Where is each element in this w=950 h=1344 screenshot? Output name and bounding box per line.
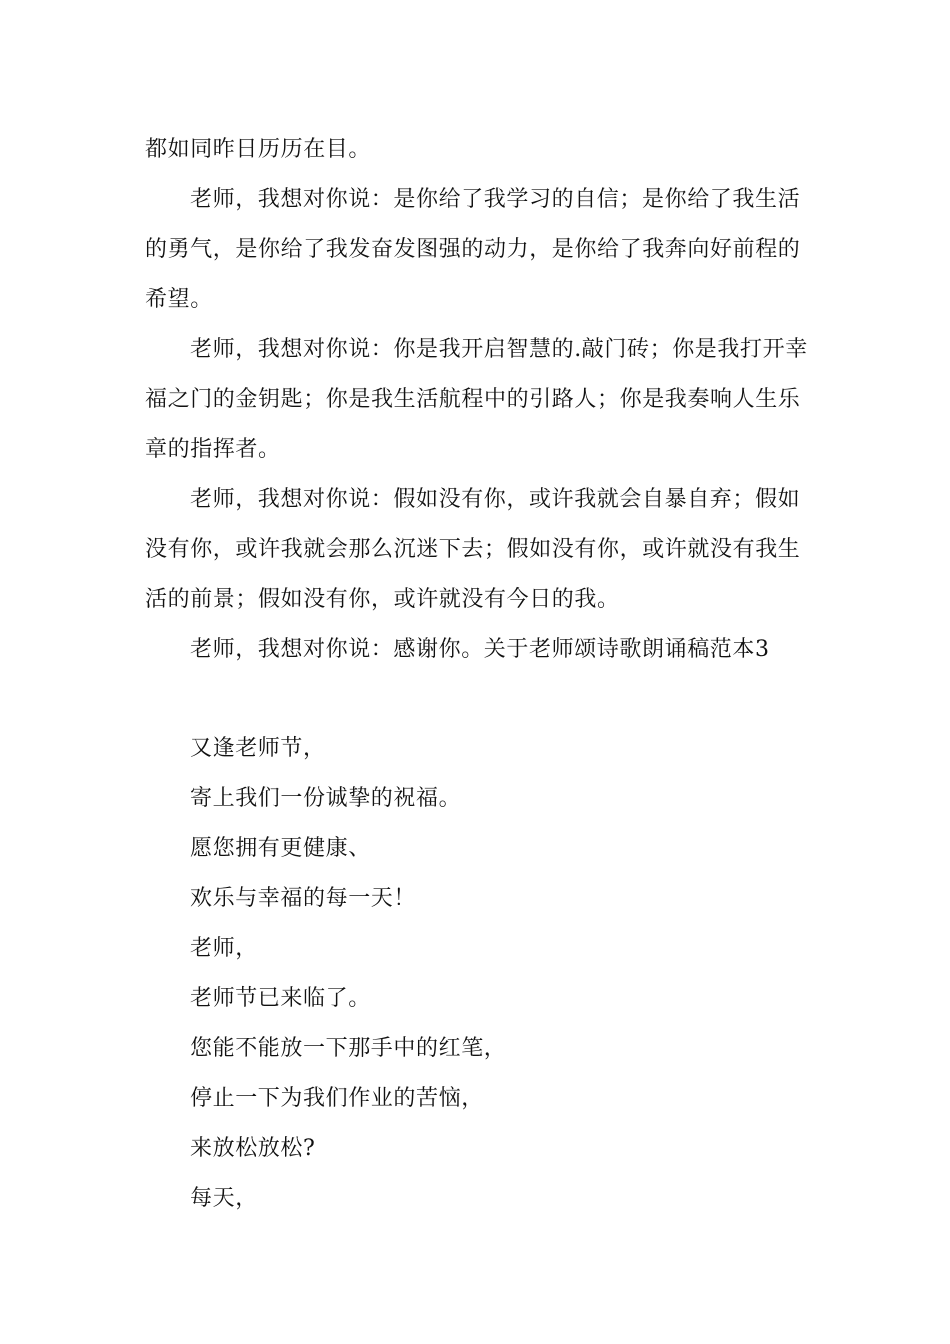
poem-line: 欢乐与幸福的每一天！	[190, 886, 417, 911]
paragraph-line: 老师，我想对你说：假如没有你，或许我就会自暴自弃；假如	[190, 487, 801, 512]
poem-line: 每天，	[190, 1186, 258, 1211]
paragraph-line: 老师，我想对你说：是你给了我学习的自信；是你给了我生活	[190, 187, 801, 212]
paragraph-line: 希望。	[145, 287, 213, 312]
paragraph-line: 的勇气，是你给了我发奋发图强的动力，是你给了我奔向好前程的	[145, 237, 801, 262]
poem-line: 停止一下为我们作业的苦恼，	[190, 1086, 484, 1111]
paragraph-line: 没有你，或许我就会那么沉迷下去；假如没有你，或许就没有我生	[145, 537, 801, 562]
paragraph-line: 都如同昨日历历在目。	[145, 137, 372, 162]
paragraph-line: 老师，我想对你说：你是我开启智慧的.敲门砖；你是我打开幸	[190, 337, 808, 362]
paragraph-line: 福之门的金钥匙；你是我生活航程中的引路人；你是我奏响人生乐	[145, 387, 801, 412]
poem-line: 寄上我们一份诚挚的祝福。	[190, 786, 462, 811]
poem-line: 又逢老师节，	[190, 736, 326, 761]
poem-line: 老师节已来临了。	[190, 986, 371, 1011]
paragraph-line: 章的指挥者。	[145, 437, 281, 462]
paragraph-line: 老师，我想对你说：感谢你。关于老师颂诗歌朗诵稿范本3	[190, 637, 770, 662]
poem-line: 愿您拥有更健康、	[190, 836, 371, 861]
poem-line: 您能不能放一下那手中的红笔，	[190, 1036, 507, 1061]
poem-line: 来放松放松?	[190, 1136, 316, 1161]
paragraph-line: 活的前景；假如没有你，或许就没有今日的我。	[145, 587, 620, 612]
poem-line: 老师，	[190, 936, 258, 961]
